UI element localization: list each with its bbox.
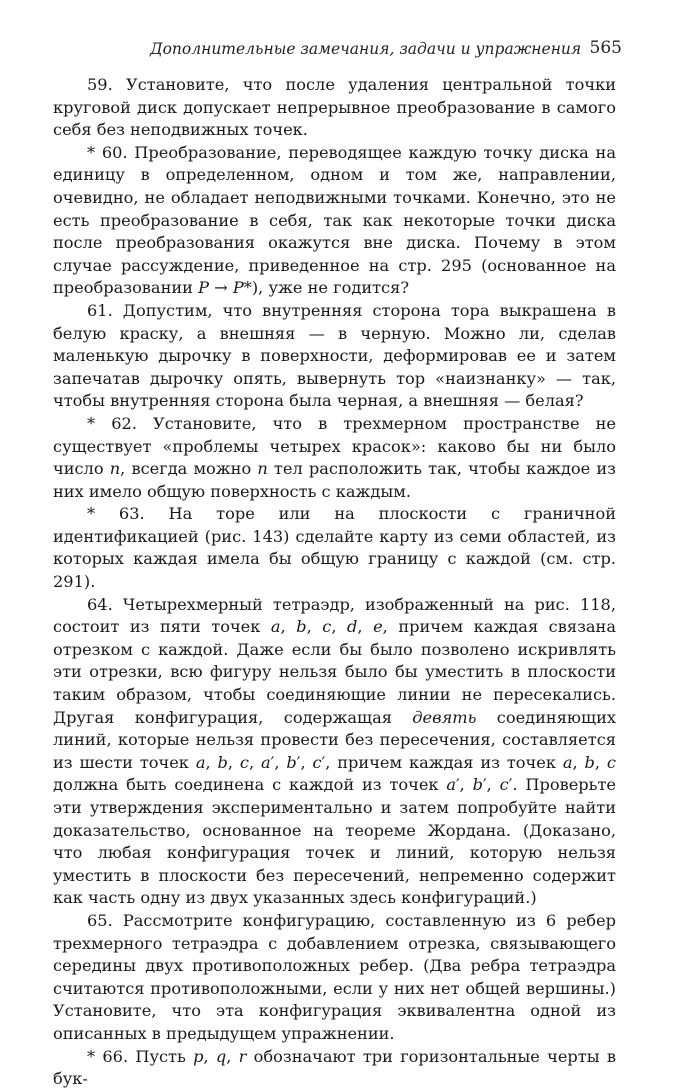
exercise-66: * 66. Пусть p, q, r обозначают три горизонтальные черты в бук- — [53, 1046, 616, 1089]
exercise-64: 64. Четырехмерный тетраэдр, изображенный на рис. 118, состоит из пяти точек a, b, c, d, e, причем каждая связана отрезком с каждой. Даже если бы было позволено искривлять эти отрезки, всю фигуру нельзя было бы уместить в плоскости таким образом, чтобы соединяющие линии не пересекались. Другая конфигурация, содержащая девять соединяющих линий, которые нельзя провести без пересечения, составляется из шести точек a, b, c, a′, b′, c′, причем каждая из точек a, b, c должна быть соединена с каждой из точек a′, b′, c′. Проверьте эти утверждения экспериментально и затем попробуйте найти доказательство, основанное на теореме Жордана. (Доказано, что любая конфигурация точек и линий, которую нельзя уместить в плоскости без пересечений, непременно содержит как часть одну из двух указанных здесь конфигураций.) — [53, 594, 616, 908]
exercise-63: * 63. На торе или на плоскости с граничной идентификацией (рис. 143) сделайте карту из семи областей, из которых каждая имела бы общую границу с каждой (см. стр. 291). — [53, 504, 616, 592]
page-number: 565 — [589, 38, 622, 58]
page-body — [53, 74, 616, 1091]
exercise-62: * 62. Установите, что в трехмерном пространстве не существует «проблемы четырех красок»: каково бы ни было число n, всегда можно n тел расположить так, чтобы каждое из них имело общую поверхность с каждым. — [53, 413, 617, 501]
exercise-59: 59. Установите, что после удаления центральной точки круговой диск допускает непрерывное преобразование в самого себя без неподвижных точек. — [53, 75, 616, 140]
exercise-65: 65. Рассмотрите конфигурацию, составленную из 6 ребер трехмерного тетраэдра с добавлением отрезка, связывающего середины двух противоположных ребер. (Два ребра тетраэдра считаются противоположными, если у них нет общей вершины.) Установите, что эта конфигурация эквивалентна одной из описанных в предыдущем упражнении. — [53, 910, 616, 1043]
exercise-60: * 60. Преобразование, переводящее каждую точку диска на единицу в определенном, одном и том же, направлении, очевидно, не обладает неподвижными точками. Конечно, это не есть преобразование в себя, так как некоторые точки диска после преобразования окажутся вне диска. Почему в этом случае рассуждение, приведенное на стр. 295 (основанное на преобразовании P → P*), уже не годится? — [53, 142, 616, 298]
exercise-61: 61. Допустим, что внутренняя сторона тора выкрашена в белую краску, а внешняя — в черную. Можно ли, сделав маленькую дырочку в поверхности, деформировав ее и затем запечатав дырочку опять, вывернуть тор «наизнанку» — так, чтобы внутренняя сторона была черная, а внешняя — белая? — [53, 300, 616, 411]
running-title: Дополнительные замечания, задачи и упражнения — [150, 40, 582, 58]
